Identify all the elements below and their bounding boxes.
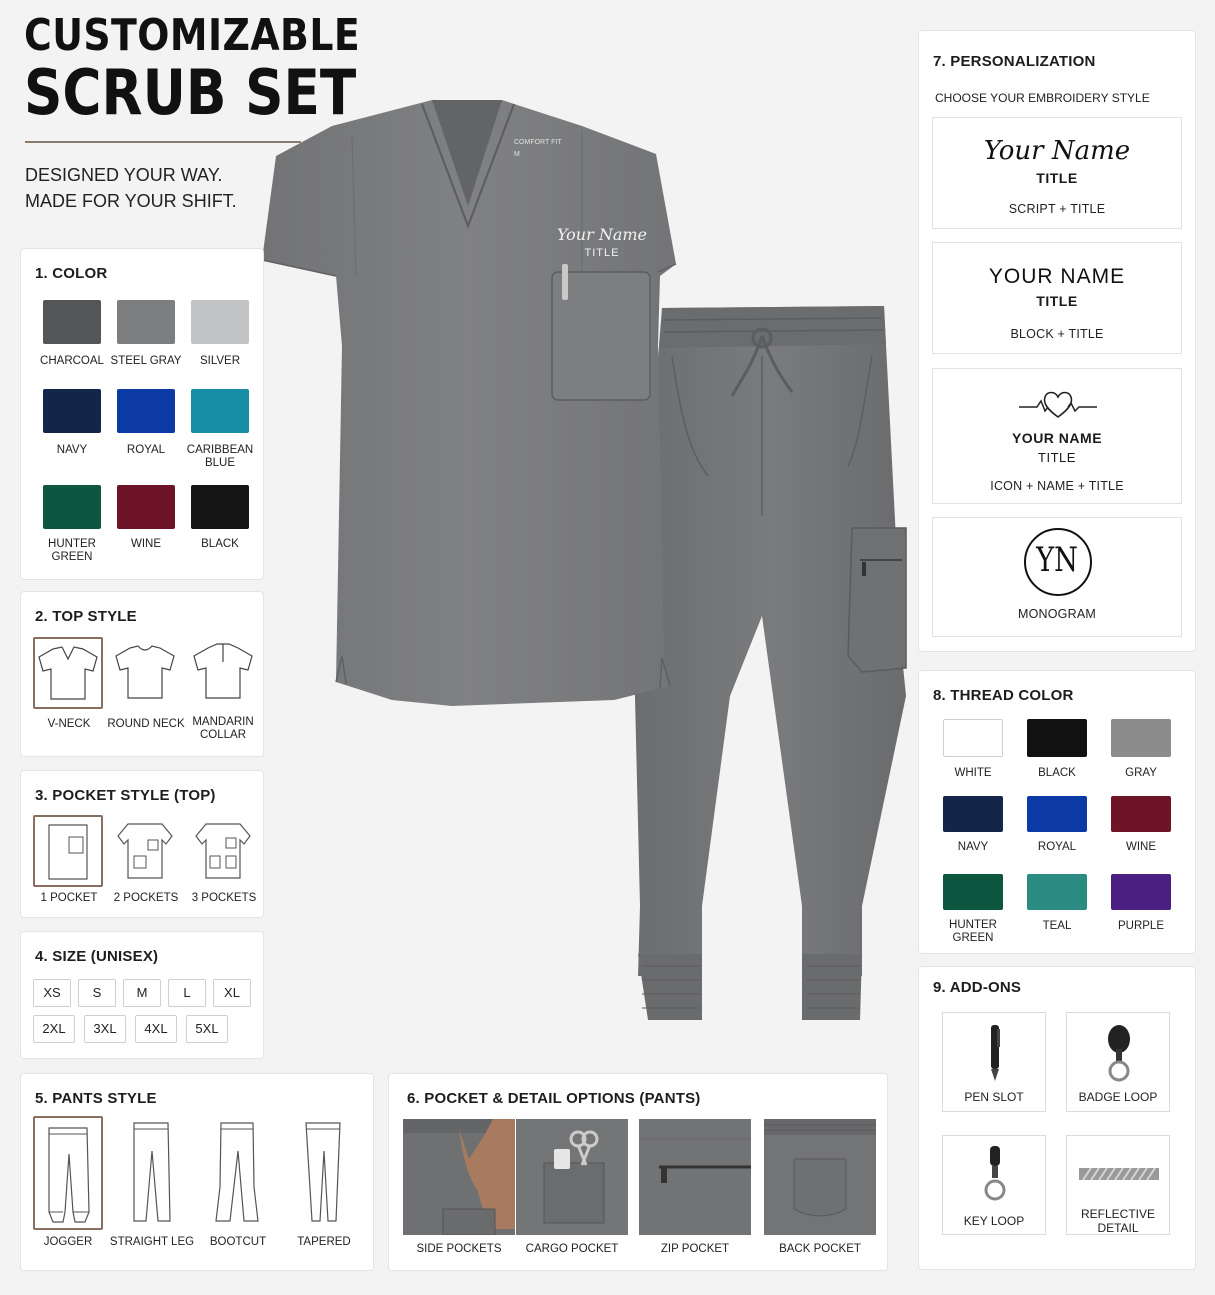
pants-style-panel	[20, 1073, 374, 1271]
thread-swatch-label: WHITE	[954, 767, 992, 779]
top-style-round-neck[interactable]	[111, 637, 181, 709]
embroidery-style-script[interactable]	[932, 117, 1182, 229]
size-xs-button[interactable]: XS	[33, 979, 71, 1007]
one-pocket-icon	[35, 817, 101, 885]
title-divider	[25, 141, 301, 143]
jogger-pants-icon	[35, 1118, 101, 1228]
two-pockets-icon	[112, 816, 178, 884]
three-pockets-icon	[190, 816, 256, 884]
thread-swatch-label: GRAY	[1125, 767, 1157, 779]
embroidery-style-block[interactable]	[932, 242, 1182, 354]
size-4xl-button[interactable]: 4XL	[135, 1015, 177, 1043]
title-line-2: SCRUB SET	[24, 56, 357, 129]
pants-style-label: TAPERED	[297, 1236, 351, 1248]
block-name-preview: YOUR NAME	[988, 265, 1126, 288]
pants-style-label: JOGGER	[43, 1236, 93, 1248]
thread-swatch-label: WINE	[1125, 841, 1157, 853]
pocket-style-label: 3 POCKETS	[191, 892, 257, 904]
top-style-v-neck[interactable]	[33, 637, 103, 709]
swatch-label: WINE	[130, 538, 162, 550]
swatch-label: BLACK	[201, 538, 239, 550]
jogger-pants-illustration	[634, 306, 906, 1020]
pants-details-title: 6. POCKET & DETAIL OPTIONS (PANTS)	[407, 1090, 701, 1107]
icon-title-preview: TITLE	[1038, 450, 1076, 465]
embroidery-style-icon[interactable]	[932, 368, 1182, 504]
addons-title: 9. ADD-ONS	[933, 979, 1022, 996]
thread-swatch-label: TEAL	[1042, 920, 1072, 932]
size-5xl-button[interactable]: 5XL	[186, 1015, 228, 1043]
straight-leg-pants-icon	[118, 1117, 184, 1227]
embroidery-style-caption: ICON + NAME + TITLE	[990, 479, 1124, 493]
addon-label: BADGE LOOP	[1078, 1090, 1158, 1104]
pocket-style-1[interactable]	[33, 815, 103, 887]
side-pocket-image	[403, 1119, 515, 1235]
size-l-button[interactable]: L	[168, 979, 206, 1007]
swatch-charcoal[interactable]	[43, 300, 101, 344]
neck-label-size: M	[514, 151, 520, 158]
swatch-silver[interactable]	[191, 300, 249, 344]
back-pocket-photo[interactable]	[764, 1119, 876, 1235]
block-title-preview: TITLE	[1036, 293, 1078, 309]
thread-swatch-gray[interactable]	[1111, 719, 1171, 757]
top-style-mandarin-collar[interactable]	[189, 637, 259, 709]
pants-style-label: BOOTCUT	[209, 1236, 267, 1248]
pants-style-label: STRAIGHT LEG	[109, 1236, 195, 1248]
thread-color-title: 8. THREAD COLOR	[933, 687, 1074, 704]
embroidery-preview-title: TITLE	[584, 247, 620, 259]
thread-swatch-purple[interactable]	[1111, 874, 1171, 910]
addon-badge-loop[interactable]	[1066, 1012, 1170, 1112]
thread-color-panel	[918, 670, 1196, 954]
top-style-label: V-NECK	[47, 718, 91, 730]
pants-style-title: 5. PANTS STYLE	[35, 1090, 157, 1107]
badge-loop-icon	[1103, 1021, 1135, 1083]
pen-icon	[985, 1023, 1005, 1083]
size-m-button[interactable]: M	[123, 979, 161, 1007]
reflective-strip-icon	[1079, 1166, 1159, 1182]
pocket-style-title: 3. POCKET STYLE (TOP)	[35, 787, 216, 804]
personalization-subtitle: CHOOSE YOUR EMBROIDERY STYLE	[935, 91, 1150, 105]
pocket-style-2[interactable]	[111, 815, 181, 887]
swatch-caribbean-blue[interactable]	[191, 389, 249, 433]
addon-label: KEY LOOP	[963, 1214, 1025, 1228]
swatch-black[interactable]	[191, 485, 249, 529]
addon-key-loop[interactable]	[942, 1135, 1046, 1235]
swatch-label: CHARCOAL	[40, 355, 104, 367]
tagline	[25, 162, 237, 214]
heartbeat-heart-icon	[1019, 387, 1097, 423]
tagline-line-2: MADE FOR YOUR SHIFT.	[25, 191, 237, 211]
swatch-wine[interactable]	[117, 485, 175, 529]
size-s-button[interactable]: S	[78, 979, 116, 1007]
pants-style-straight-leg[interactable]	[117, 1116, 187, 1230]
size-3xl-button[interactable]: 3XL	[84, 1015, 126, 1043]
pants-detail-label: ZIP POCKET	[660, 1243, 730, 1255]
thread-swatch-label: NAVY	[957, 841, 989, 853]
cargo-pocket-photo[interactable]	[516, 1119, 628, 1235]
zip-pocket-photo[interactable]	[639, 1119, 751, 1235]
addon-pen-slot[interactable]	[942, 1012, 1046, 1112]
pocket-style-3[interactable]	[189, 815, 259, 887]
pants-style-tapered[interactable]	[289, 1116, 359, 1230]
personalization-title: 7. PERSONALIZATION	[933, 53, 1096, 70]
script-title-preview: TITLE	[1036, 170, 1078, 186]
pants-style-bootcut[interactable]	[203, 1116, 273, 1230]
pants-style-jogger[interactable]	[33, 1116, 103, 1230]
zip-pocket-image	[639, 1119, 751, 1235]
top-style-panel	[20, 591, 264, 757]
swatch-steel-gray[interactable]	[117, 300, 175, 344]
pants-details-panel	[388, 1073, 888, 1271]
size-xl-button[interactable]: XL	[213, 979, 251, 1007]
top-style-label: ROUND NECK	[107, 718, 185, 730]
swatch-label: CARIBBEAN BLUE	[186, 444, 254, 469]
pants-detail-label: CARGO POCKET	[525, 1243, 619, 1255]
color-panel	[20, 248, 264, 580]
thread-swatch-royal[interactable]	[1027, 796, 1087, 832]
top-style-label: MANDARIN COLLAR	[192, 716, 254, 741]
icon-name-preview: YOUR NAME	[1011, 430, 1103, 446]
embroidery-style-caption: SCRIPT + TITLE	[1008, 202, 1106, 216]
pants-detail-label: BACK POCKET	[779, 1243, 861, 1255]
mandarin-collar-top-icon	[190, 638, 256, 706]
size-panel	[20, 931, 264, 1059]
swatch-label: SILVER	[199, 355, 241, 367]
color-panel-title: 1. COLOR	[35, 265, 108, 282]
swatch-label: NAVY	[56, 444, 88, 456]
swatch-hunter-green[interactable]	[43, 485, 101, 529]
scrub-set-product-image	[262, 96, 910, 1026]
round-neck-top-icon	[112, 638, 178, 706]
pants-detail-label: SIDE POCKETS	[416, 1243, 502, 1255]
top-style-title: 2. TOP STYLE	[35, 608, 137, 625]
pocket-style-label: 1 POCKET	[40, 892, 98, 904]
title-line-1: CUSTOMIZABLE	[24, 10, 361, 61]
thread-swatch-hunter-green[interactable]	[943, 874, 1003, 910]
cargo-pocket-image	[516, 1119, 628, 1235]
script-name-preview: Your Name	[983, 136, 1131, 166]
embroidery-style-caption: MONOGRAM	[1018, 607, 1096, 621]
thread-swatch-label: PURPLE	[1117, 920, 1165, 932]
addon-label: PEN SLOT	[964, 1090, 1024, 1104]
embroidery-style-monogram[interactable]	[932, 517, 1182, 637]
tagline-line-1: DESIGNED YOUR WAY.	[25, 165, 223, 185]
back-pocket-image	[764, 1119, 876, 1235]
thread-swatch-navy[interactable]	[943, 796, 1003, 832]
thread-swatch-label: HUNTER GREEN	[949, 919, 997, 944]
swatch-navy[interactable]	[43, 389, 101, 433]
addon-label: REFLECTIVE DETAIL	[1080, 1207, 1155, 1235]
embroidery-preview-name: Your Name	[556, 225, 648, 244]
pocket-style-label: 2 POCKETS	[113, 892, 179, 904]
addon-reflective-detail[interactable]	[1066, 1135, 1170, 1235]
swatch-royal[interactable]	[117, 389, 175, 433]
swatch-label: ROYAL	[126, 444, 166, 456]
thread-swatch-label: ROYAL	[1037, 841, 1077, 853]
side-pockets-photo[interactable]	[403, 1119, 515, 1235]
tapered-pants-icon	[290, 1117, 356, 1227]
swatch-label: HUNTER GREEN	[48, 538, 96, 563]
thread-swatch-label: BLACK	[1038, 767, 1076, 779]
swatch-label: STEEL GRAY	[110, 355, 182, 367]
neck-label-text: COMFORT FIT	[514, 139, 562, 146]
addons-panel	[918, 966, 1196, 1270]
thread-swatch-white[interactable]	[943, 719, 1003, 757]
v-neck-top-illustration	[262, 100, 676, 706]
size-title: 4. SIZE (UNISEX)	[35, 948, 159, 965]
size-2xl-button[interactable]: 2XL	[33, 1015, 75, 1043]
embroidery-style-caption: BLOCK + TITLE	[1010, 327, 1104, 341]
thread-swatch-wine[interactable]	[1111, 796, 1171, 832]
pocket-style-panel	[20, 770, 264, 918]
key-loop-icon	[981, 1144, 1009, 1206]
v-neck-top-icon	[35, 639, 101, 707]
thread-swatch-teal[interactable]	[1027, 874, 1087, 910]
thread-swatch-black[interactable]	[1027, 719, 1087, 757]
bootcut-pants-icon	[204, 1117, 270, 1227]
monogram-preview: YN	[1036, 540, 1078, 580]
